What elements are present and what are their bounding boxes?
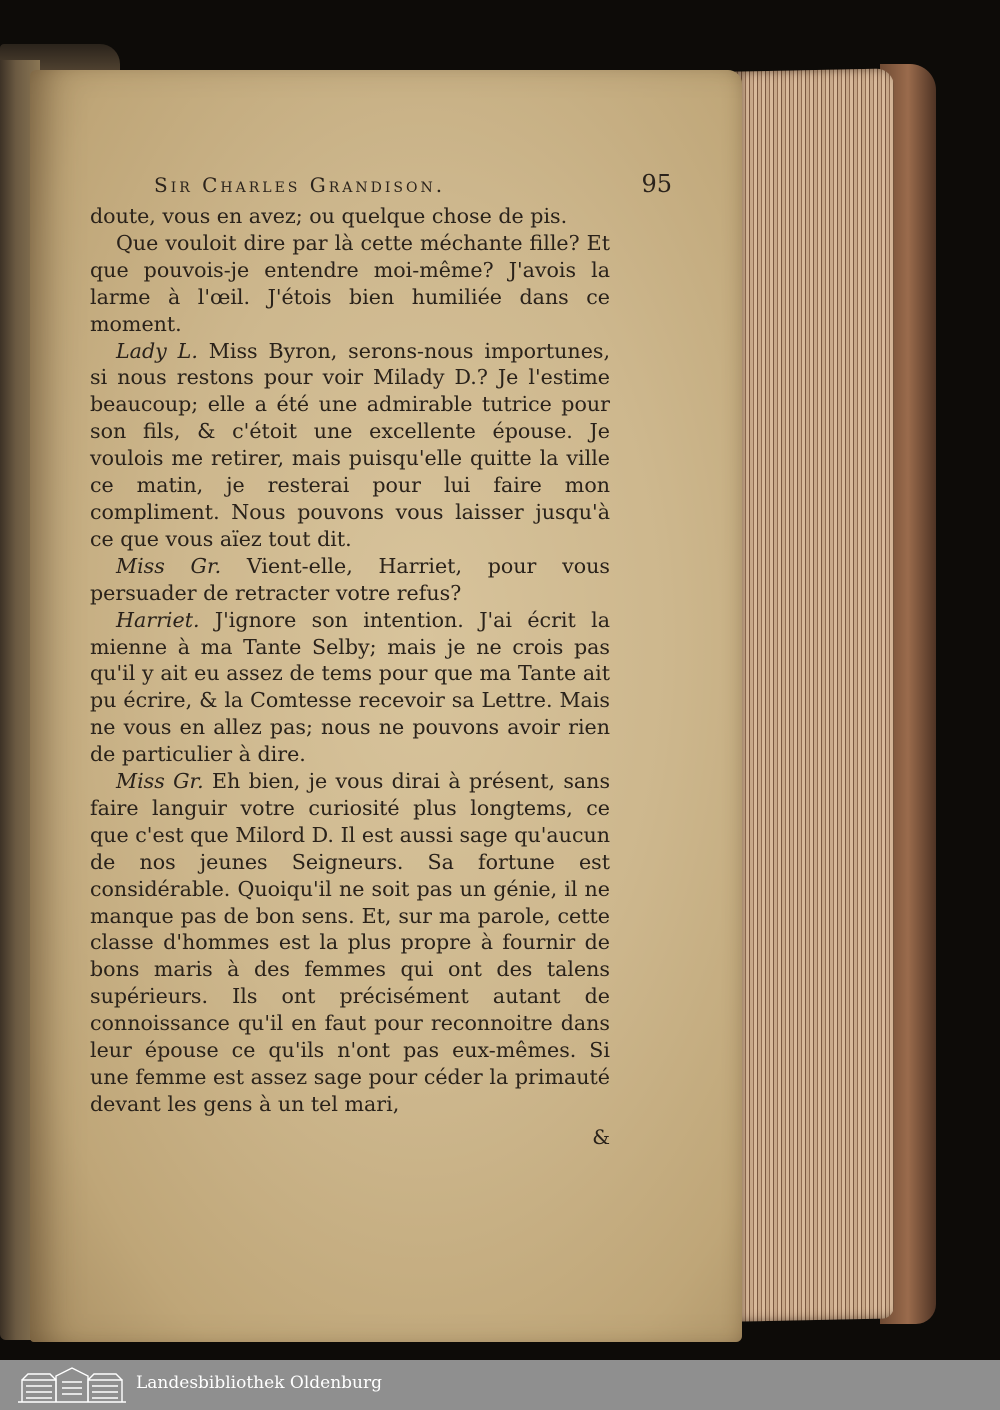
speaker-name: Harriet.	[116, 607, 200, 632]
paragraph	[90, 553, 610, 607]
page-number: 95	[641, 170, 672, 198]
page-fore-edge	[734, 68, 894, 1321]
paragraph-text: Eh bien, je vous dirai à présent, sans faire languir votre curiosité plus longtems, ce que c'est que Milord D. Il est aussi sage qu'aucun de nos jeunes Seigneurs. Sa fortune est considérable. Quoiqu'il ne soit pas un génie, il ne manque pas de bon sens. Et, sur ma parole, cette classe d'hommes est la plus propre à fournir de bons maris à des femmes qui ont des talens supérieurs. Ils ont précisément autant de connoissance qu'il en faut pour reconnoitre dans leur épouse ce qu'ils n'ont pas eux-mêmes. Si une femme est assez sage pour céder la primauté devant les gens à un tel mari,	[90, 769, 611, 1116]
speaker-name: Lady L.	[116, 338, 198, 363]
paragraph	[90, 607, 610, 768]
paragraph	[90, 338, 610, 553]
running-head	[154, 168, 672, 201]
running-head-title: Sir Charles Grandison.	[154, 173, 446, 197]
library-building-logo-icon	[16, 1366, 128, 1404]
page-text-block	[90, 168, 672, 1150]
paragraph-text: doute, vous en avez; ou quelque chose de pis.	[90, 204, 568, 228]
footer-bar	[0, 1360, 1000, 1410]
paragraph	[90, 230, 610, 338]
paragraph	[90, 203, 610, 230]
paragraph-text: Miss Byron, serons-nous importunes, si nous restons pour voir Milady D.? Je l'estime beaucoup; elle a été une admirable tutrice pour son fils, & c'étoit une excellente épouse. Je voulois me retirer, mais puisqu'elle quitte la ville ce matin, je resterai pour lui faire mon compliment. Nous pouvons vous laisser jusqu'à ce que vous aïez tout dit.	[90, 338, 610, 551]
institution-name: Landesbibliothek Oldenburg	[136, 1373, 383, 1393]
speaker-name: Miss Gr.	[116, 769, 204, 794]
catchword: &	[592, 1124, 610, 1149]
paragraph-text: Vient-elle, Harriet, pour vous persuader de retracter votre refus?	[90, 553, 611, 605]
paragraph-text: Que vouloit dire par là cette méchante fille? Et que pouvois-je entendre moi-même? J'avois la larme à l'œil. J'étois bien humiliée dans ce moment.	[90, 230, 610, 336]
paragraph-text: J'ignore son intention. J'ai écrit la mienne à ma Tante Selby; mais je ne crois pas qu'il y ait eu assez de tems pour que ma Tante ait pu écrire, & la Comtesse recevoir sa Lettre. Mais ne vous en allez pas; nous ne pouvons avoir rien de particulier à dire.	[90, 607, 610, 767]
paragraph	[90, 768, 610, 1118]
speaker-name: Miss Gr.	[116, 553, 222, 578]
body-text	[90, 203, 610, 1150]
